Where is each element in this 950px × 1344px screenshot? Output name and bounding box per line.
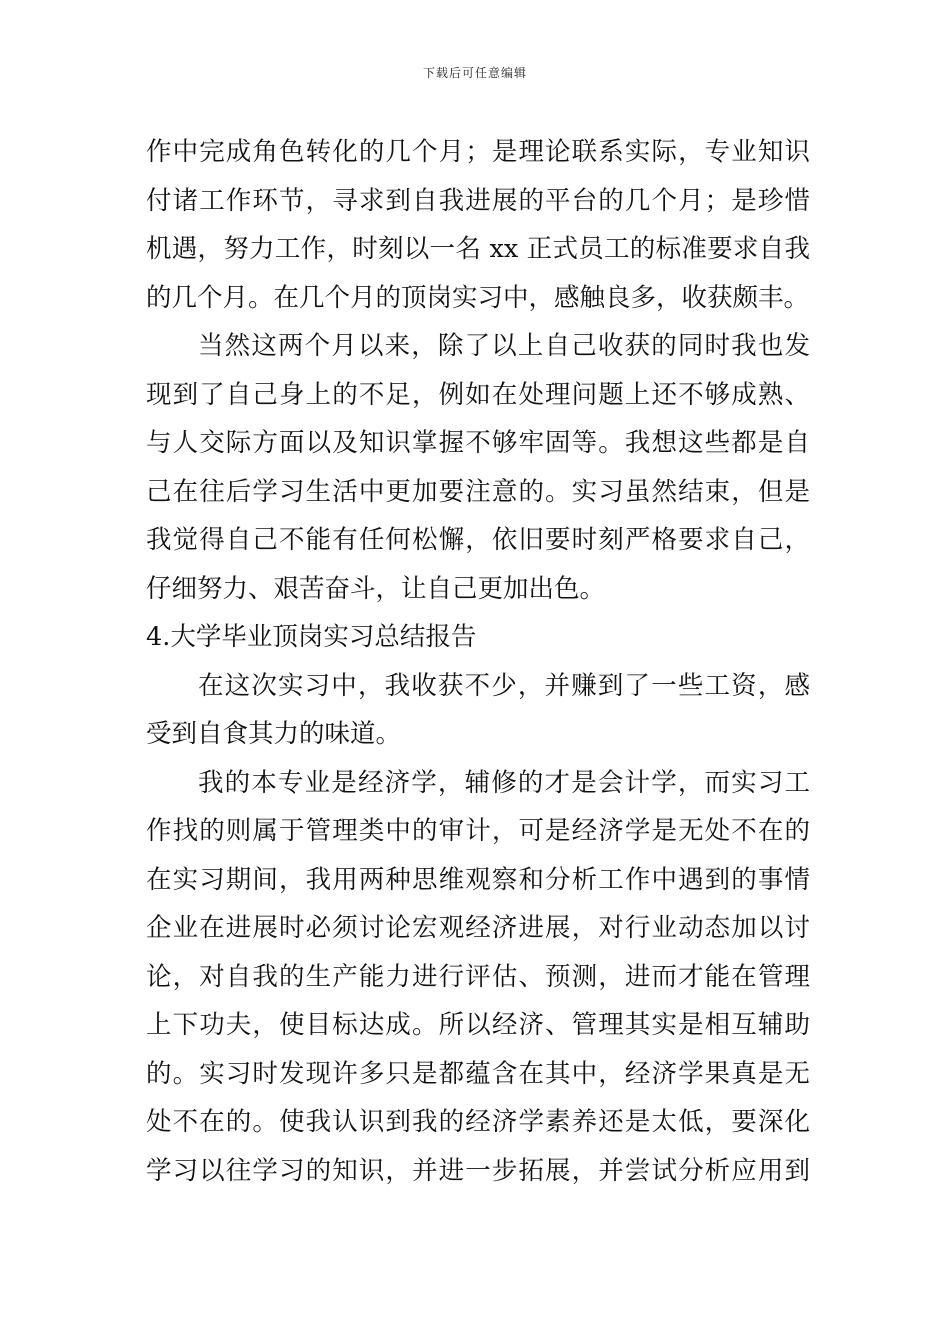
text-line: 在实习期间，我用两种思维观察和分析工作中遇到的事情 — [146, 864, 810, 895]
paragraph-first-line: 我的本专业是经济学，辅修的才是会计学，而实习工 — [198, 767, 810, 798]
text-line: 的几个月。在几个月的顶岗实习中，感触良多，收获颇丰。 — [146, 282, 810, 313]
text-line: 处不在的。使我认识到我的经济学素养还是太低，要深化 — [146, 1107, 810, 1137]
page-header: 下载后可任意编辑 — [422, 66, 527, 80]
text-line: 论，对自我的生产能力进行评估、预测，进而才能在管理 — [146, 961, 810, 992]
text-line: 现到了自己身上的不足，例如在处理问题上还不够成熟、 — [146, 379, 810, 410]
text-line: 4.大学毕业顶岗实习总结报告 — [146, 622, 477, 652]
paragraph-first-line: 当然这两个月以来，除了以上自己收获的同时我也发 — [198, 331, 810, 361]
text-line: 与人交际方面以及知识掌握不够牢固等。我想这些都是自 — [146, 428, 810, 458]
document-body — [146, 128, 810, 1195]
text-line: 上下功夫，使目标达成。所以经济、管理其实是相互辅助 — [146, 1010, 810, 1040]
paragraph-first-line: 在这次实习中，我收获不少，并赚到了一些工资，感 — [198, 670, 810, 701]
text-line: 的。实习时发现许多只是都蕴含在其中，经济学果真是无 — [146, 1058, 810, 1089]
text-line: 机遇，努力工作，时刻以一名 xx 正式员工的标准要求自我 — [146, 234, 810, 264]
text-line: 作找的则属于管理类中的审计，可是经济学是无处不在的 — [146, 816, 810, 846]
text-line: 我觉得自己不能有任何松懈，依旧要时刻严格要求自己， — [146, 525, 810, 555]
text-line: 己在往后学习生活中更加要注意的。实习虽然结束，但是 — [146, 476, 810, 507]
text-line: 付诸工作环节，寻求到自我进展的平台的几个月；是珍惜 — [146, 185, 810, 216]
text-line: 学习以往学习的知识，并进一步拓展，并尝试分析应用到 — [146, 1155, 810, 1186]
text-line: 企业在进展时必须讨论宏观经济进展，对行业动态加以讨 — [146, 913, 810, 943]
text-line: 作中完成角色转化的几个月；是理论联系实际，专业知识 — [146, 137, 810, 167]
text-line: 仔细努力、艰苦奋斗，让自己更加出色。 — [146, 573, 606, 604]
text-line: 受到自食其力的味道。 — [146, 719, 402, 749]
